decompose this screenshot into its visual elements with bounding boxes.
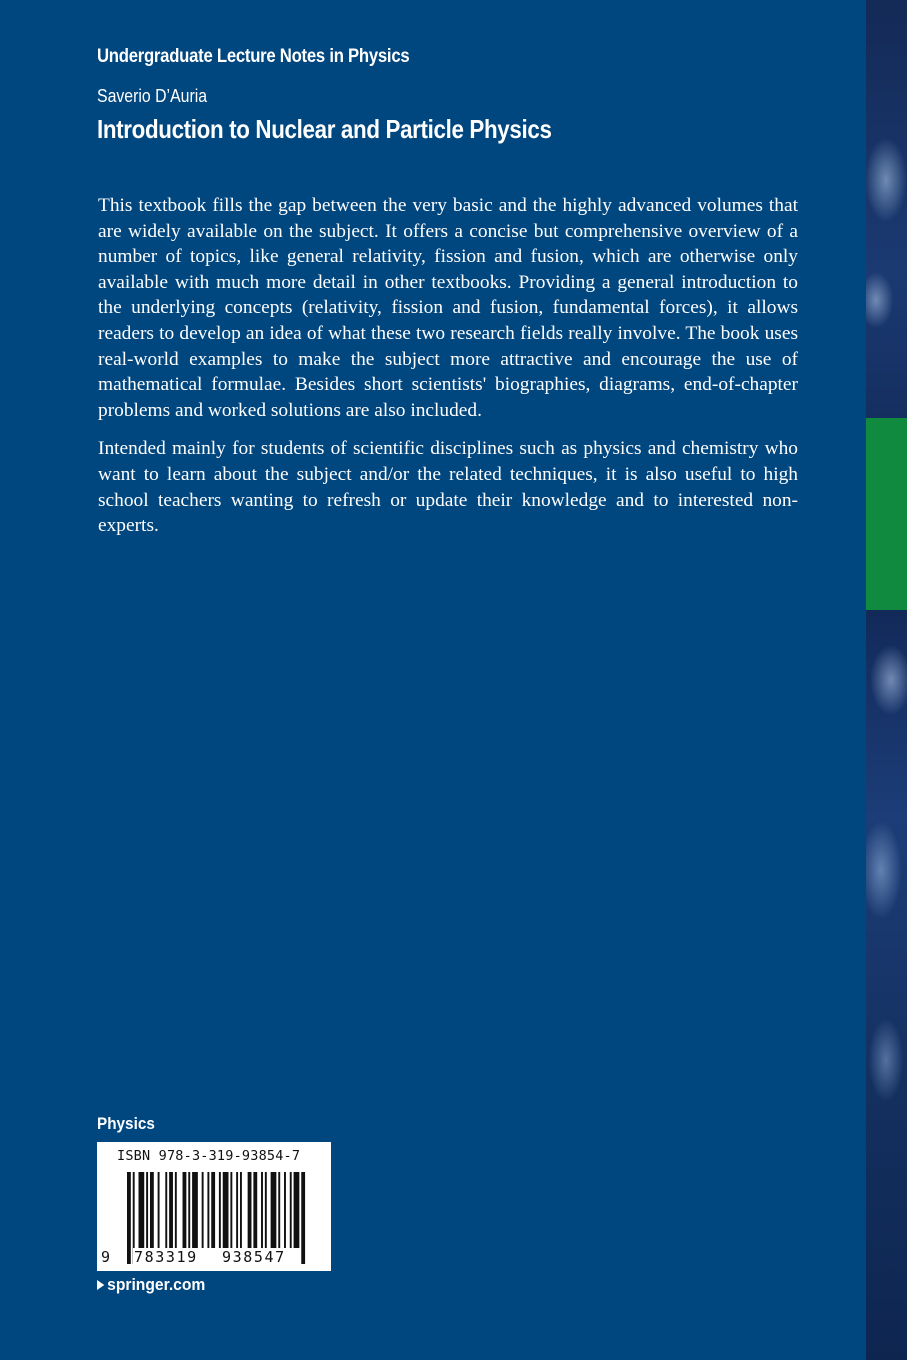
barcode-bar <box>271 1172 277 1248</box>
barcode-bar <box>290 1172 292 1248</box>
blurb <box>98 193 798 552</box>
barcode-bar <box>127 1172 131 1264</box>
barcode-digits-left: 783319 <box>134 1248 198 1266</box>
barcode-bar <box>158 1172 160 1248</box>
barcode-bar <box>169 1172 173 1248</box>
spine-green-band <box>866 418 907 610</box>
barcode-bar <box>211 1172 215 1248</box>
barcode-bar <box>265 1172 267 1248</box>
isbn-text: ISBN 978-3-319-93854-7 <box>117 1148 301 1164</box>
barcode-bar <box>236 1172 238 1248</box>
barcode-bar <box>138 1172 144 1248</box>
barcode-bar <box>150 1172 154 1248</box>
barcode-bar <box>261 1172 263 1248</box>
barcode-bar <box>175 1172 177 1248</box>
barcode-bar <box>248 1172 252 1248</box>
arrow-right-icon <box>97 1280 104 1290</box>
barcode-bar <box>278 1172 280 1248</box>
barcode-bar <box>219 1172 221 1248</box>
barcode-bar <box>202 1172 204 1248</box>
barcode-digits-right: 938547 <box>222 1248 286 1266</box>
subject-label: Physics <box>97 1114 155 1133</box>
barcode-bar <box>223 1172 229 1248</box>
barcode-bar <box>165 1172 167 1248</box>
barcode-bar <box>188 1172 190 1248</box>
barcode-bar <box>284 1172 286 1248</box>
barcode-bar <box>230 1172 232 1248</box>
spine-image-strip <box>866 0 907 1360</box>
barcode-bar <box>183 1172 187 1248</box>
barcode-bar <box>192 1172 198 1248</box>
website-label: springer.com <box>107 1275 206 1294</box>
book-title: Introduction to Nuclear and Particle Physics <box>97 114 552 144</box>
barcode-bar <box>294 1172 300 1248</box>
barcode-bar <box>207 1172 209 1248</box>
isbn-barcode <box>97 1142 331 1271</box>
barcode-bar <box>240 1172 242 1248</box>
series-name: Undergraduate Lecture Notes in Physics <box>97 46 410 67</box>
author-name: Saverio D’Auria <box>97 86 208 106</box>
barcode-bar <box>253 1172 257 1248</box>
barcode-bar <box>301 1172 305 1264</box>
barcode-digit-first: 9 <box>101 1248 111 1266</box>
blurb-paragraph-1: This textbook fills the gap between the very basic and the highly advanced volumes that are widely available on the subject. It offers a concise but comprehensive overview of a number of topics, like general relativity, fission and fusion, which are otherwise only available with much more detail in other textbooks. Providing a general introduction to the underlying concepts (relativity, fission and fusion, fundamental forces), it allows readers to develop an idea of what these two research fields really involve. The book uses real-world examples to make the subject more attractive and encourage the use of mathematical formulae. Besides short scientists' biographies, diagrams, end-of-chapter problems and worked solutions are also included. <box>98 195 798 421</box>
publisher-website[interactable] <box>97 1275 205 1295</box>
blurb-paragraph-2: Intended mainly for students of scientific disciplines such as physics and chemistry who want to learn about the subject and/or the related techniques, it is also useful to high school teachers wanting to refresh or update their knowledge and to interested non-experts. <box>98 438 798 537</box>
barcode-bar <box>146 1172 148 1248</box>
